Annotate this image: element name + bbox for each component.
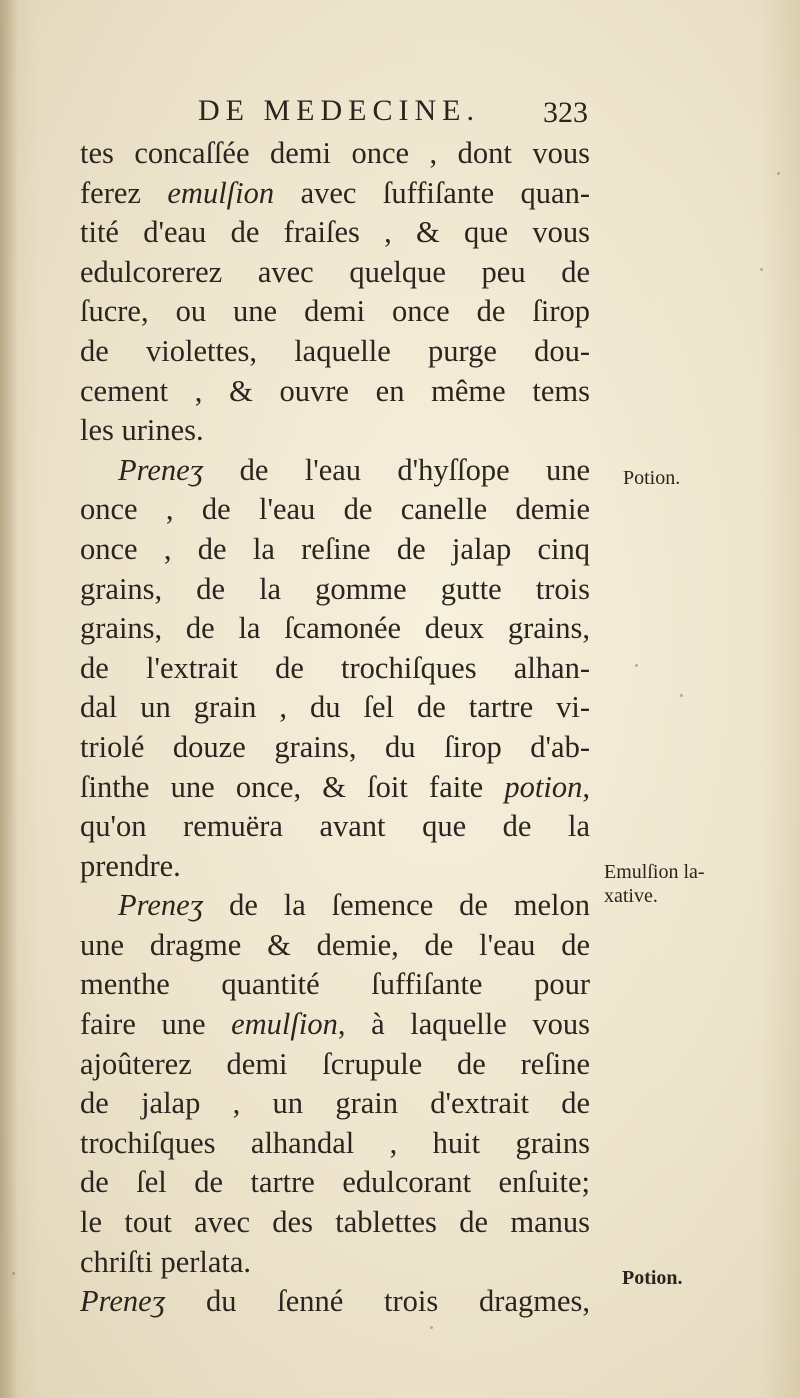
paper-speck [680,694,683,697]
paper-speck [777,172,780,175]
text-line: tes concaſſée demi once , dont vous [80,136,590,170]
text-line: qu'on remuëra avant que de la [80,809,590,844]
italic-term: potion, [504,769,590,804]
text-line: ſinthe une once, & ſoit faite potion, [80,769,590,804]
italic-term: emulſion [231,1007,338,1042]
text-line: triolé douze grains, du ſirop d'ab- [80,729,590,764]
page-number: 323 [543,96,588,129]
paper-speck [760,268,763,271]
text-line: once , de la reſine de jalap cinq [80,531,590,566]
italic-term: Preneʒ [118,888,204,923]
paper-speck [635,664,638,667]
text-line: ajoûterez demi ſcrupule de reſine [80,1046,590,1081]
text-line: Preneʒ de l'eau d'hyſſope une [118,452,590,487]
text-line: chriſti perlata. [80,1244,252,1279]
text-line: une dragme & demie, de l'eau de [80,927,590,962]
text-line: cement , & ouvre en même tems [80,373,590,408]
running-head: DE MEDECINE. [198,94,480,127]
paper-speck [12,1272,15,1275]
italic-term: Preneʒ [118,452,204,487]
text-line: de jalap , un grain d'extrait de [80,1086,590,1121]
text-line: le tout avec des tablettes de manus [80,1205,590,1240]
text-line: menthe quantité ſuffiſante pour [80,967,590,1002]
text-line: ſucre, ou une demi once de ſirop [80,294,590,329]
text-line: grains, de la ſcamonée deux grains, [80,611,590,646]
page-header [180,90,600,136]
text-line: grains, de la gomme gutte trois [80,571,590,606]
text-line: Preneʒ de la ſemence de melon [118,888,590,923]
text-line: trochiſques alhandal , huit grains [80,1125,590,1160]
page-gutter-shadow [0,0,18,1398]
text-line: faire une emulſion, à laquelle vous [80,1007,590,1042]
text-line: dal un grain , du ſel de tartre vi- [80,690,590,725]
text-line: prendre. [80,848,181,883]
text-line: ferez emulſion avec ſuffiſante quan- [80,175,590,210]
text-line: les urines. [80,413,204,448]
text-line: Preneʒ du ſenné trois dragmes, [80,1284,590,1319]
text-line: edulcorerez avec quelque peu de [80,254,590,289]
margin-note-potion-2: Potion. [622,1267,683,1289]
paper-speck [430,1326,433,1329]
text-line: once , de l'eau de canelle demie [80,492,590,527]
text-line: de violettes, laquelle purge dou- [80,333,590,368]
italic-term: emulſion [167,175,275,210]
italic-term: Preneʒ [80,1284,166,1319]
text-line: tité d'eau de fraiſes , & que vous [80,215,590,250]
text-line: de ſel de tartre edulcorant enſuite; [80,1165,590,1200]
margin-note-emulsion-laxative: Emulſion la- xative. [604,861,705,907]
body-text [80,134,590,1322]
margin-note-potion: Potion. [623,467,681,489]
text-line: de l'extrait de trochiſques alhan- [80,650,590,685]
